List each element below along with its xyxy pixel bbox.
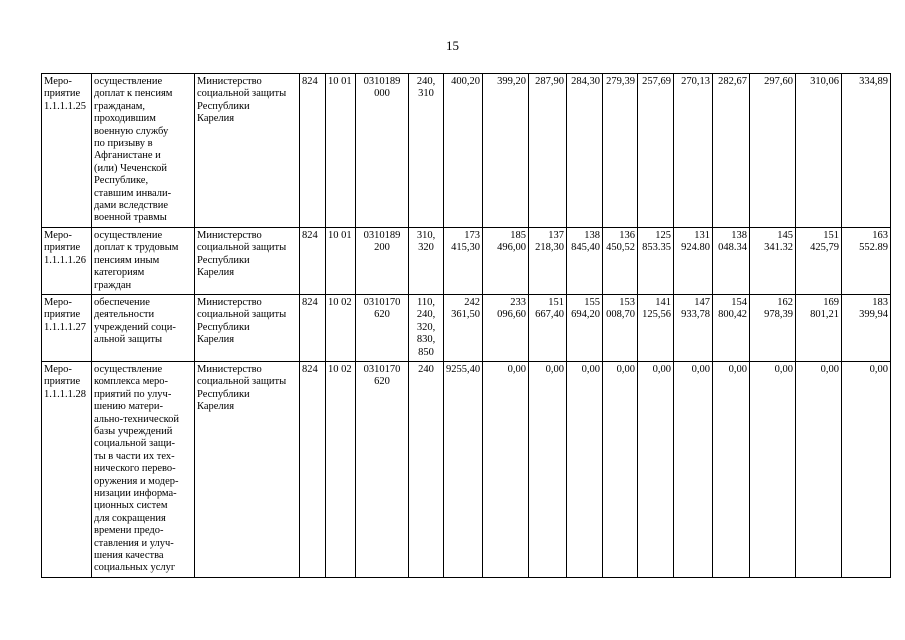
amount-cell	[713, 74, 750, 228]
executor-cell-line: Республики	[197, 388, 250, 400]
amount-cell-line: 173	[464, 229, 480, 241]
event-cell-line: приятие	[44, 242, 81, 254]
table-row	[42, 361, 891, 577]
amount-cell-line: 450,52	[606, 242, 635, 254]
amount-cell-line: 0,00	[581, 363, 600, 375]
description-cell-line: ставшим инвали-	[94, 187, 172, 199]
amount-cell-line: 282,67	[718, 76, 747, 87]
description-cell-line: категориям	[94, 267, 145, 279]
amount-cell-line: 978,39	[764, 309, 793, 321]
executor-cell-line: социальной защиты	[197, 376, 287, 388]
amount-cell-line: 0,00	[774, 363, 793, 375]
amount-cell-line: 287,90	[535, 76, 564, 87]
event-cell-line: приятие	[44, 309, 81, 321]
amount-cell-line: 233	[510, 296, 526, 308]
vr-cell-line: 240,	[416, 76, 436, 87]
executor-cell-line: Карелия	[197, 113, 235, 125]
vr-cell-line: 830,	[416, 334, 436, 346]
amount-cell-line: 0,00	[545, 363, 564, 375]
vr-cell	[409, 227, 444, 294]
amount-cell	[567, 294, 603, 361]
amount-cell	[483, 294, 529, 361]
amount-cell	[638, 361, 674, 577]
rzpr-cell-line: 10 01	[328, 76, 352, 87]
table-row	[42, 294, 891, 361]
executor-cell	[195, 361, 300, 577]
executor-cell-line: Министерство	[197, 76, 262, 87]
amount-cell-line: 147	[694, 296, 710, 308]
amount-cell	[603, 227, 638, 294]
vr-cell	[409, 361, 444, 577]
grbs-cell	[300, 74, 326, 228]
description-cell-line: комплекса меро-	[94, 376, 168, 388]
csr-cell-line: 0310189	[363, 229, 401, 241]
amount-cell-line: 138	[584, 229, 600, 241]
amount-cell-line: 145	[777, 229, 793, 241]
grbs-cell	[300, 294, 326, 361]
vr-cell	[409, 74, 444, 228]
event-cell	[42, 294, 92, 361]
amount-cell	[674, 227, 713, 294]
executor-cell	[195, 227, 300, 294]
amount-cell	[483, 74, 529, 228]
amount-cell-line: 279,39	[606, 76, 635, 87]
csr-cell-line: 200	[374, 242, 390, 254]
executor-cell-line: Карелия	[197, 401, 235, 413]
csr-cell	[356, 74, 409, 228]
amount-cell	[750, 74, 796, 228]
csr-cell-line: 0310189	[363, 76, 401, 87]
amount-cell	[444, 227, 483, 294]
description-cell	[92, 227, 195, 294]
description-cell-line: (или) Чеченской	[94, 162, 167, 174]
amount-cell-line: 853.35	[642, 242, 671, 254]
amount-cell	[674, 294, 713, 361]
amount-cell-line: 694,20	[571, 309, 600, 321]
vr-cell-line: 310,	[416, 229, 436, 241]
description-cell-line: гражданам,	[94, 100, 146, 112]
rzpr-cell-line: 10 01	[328, 229, 352, 241]
csr-cell-line: 0310170	[363, 296, 401, 308]
event-cell-line: 1.1.1.1.28	[44, 388, 86, 400]
amount-cell	[638, 227, 674, 294]
amount-cell	[796, 227, 842, 294]
event-cell-line: приятие	[44, 88, 81, 100]
amount-cell	[529, 227, 567, 294]
rzpr-cell-line: 10 02	[328, 296, 352, 308]
amount-cell-line: 257,69	[642, 76, 671, 87]
event-cell-line: Меро-	[44, 296, 72, 308]
description-cell-line: осуществление	[94, 363, 163, 375]
amount-cell-line: 0,00	[691, 363, 710, 375]
rzpr-cell	[326, 361, 356, 577]
event-cell-line: приятие	[44, 376, 81, 388]
executor-cell	[195, 294, 300, 361]
rzpr-cell	[326, 294, 356, 361]
amount-cell-line: 334,89	[859, 76, 888, 87]
description-cell-line: времени предо-	[94, 525, 164, 537]
amount-cell-line: 151	[548, 296, 564, 308]
description-cell-line: доплат к трудовым	[94, 242, 179, 254]
description-cell	[92, 74, 195, 228]
amount-cell	[842, 294, 891, 361]
grbs-cell-line: 824	[302, 229, 318, 241]
description-cell-line: шения качества	[94, 550, 164, 562]
amount-cell	[674, 74, 713, 228]
executor-cell-line: социальной защиты	[197, 309, 287, 321]
amount-cell-line: 341.32	[764, 242, 793, 254]
amount-cell	[796, 294, 842, 361]
amount-cell-line: 496,00	[497, 242, 526, 254]
amount-cell-line: 415,30	[451, 242, 480, 254]
amount-cell	[529, 361, 567, 577]
amount-cell	[750, 227, 796, 294]
description-cell-line: нического перево-	[94, 463, 176, 475]
executor-cell-line: социальной защиты	[197, 242, 287, 254]
description-cell-line: доплат к пенсиям	[94, 88, 173, 100]
amount-cell-line: 048.34	[718, 242, 747, 254]
table-row	[42, 227, 891, 294]
grbs-cell	[300, 227, 326, 294]
executor-cell	[195, 74, 300, 228]
description-cell-line: для сокращения	[94, 512, 166, 524]
amount-cell	[796, 361, 842, 577]
vr-cell	[409, 294, 444, 361]
executor-cell-line: Карелия	[197, 267, 235, 279]
amount-cell	[483, 361, 529, 577]
event-cell-line: Меро-	[44, 76, 72, 87]
vr-cell-line: 850	[418, 346, 434, 358]
amount-cell-line: 0,00	[820, 363, 839, 375]
vr-cell-line: 320	[418, 242, 434, 254]
description-cell-line: дами вследствие	[94, 200, 169, 212]
amount-cell-line: 0,00	[507, 363, 526, 375]
amount-cell-line: 9255,40	[446, 363, 481, 375]
amount-cell-line: 933,78	[681, 309, 710, 321]
executor-cell-line: Республики	[197, 100, 250, 112]
amount-cell-line: 0,00	[652, 363, 671, 375]
description-cell-line: по призыву в	[94, 138, 153, 150]
amount-cell-line: 183	[872, 296, 888, 308]
amount-cell	[842, 227, 891, 294]
event-cell	[42, 361, 92, 577]
amount-cell-line: 138	[731, 229, 747, 241]
vr-cell-line: 240,	[416, 309, 436, 321]
amount-cell-line: 0,00	[869, 363, 888, 375]
amount-cell-line: 137	[548, 229, 564, 241]
amount-cell-line: 141	[655, 296, 671, 308]
amount-cell-line: 008,70	[606, 309, 635, 321]
amount-cell-line: 399,20	[497, 76, 526, 87]
amount-cell	[483, 227, 529, 294]
amount-cell	[750, 361, 796, 577]
amount-cell	[842, 361, 891, 577]
description-cell-line: социальной защи-	[94, 438, 176, 450]
amount-cell-line: 400,20	[451, 76, 480, 87]
amount-cell	[603, 294, 638, 361]
amount-cell-line: 242	[464, 296, 480, 308]
grbs-cell-line: 824	[302, 363, 318, 375]
amount-cell-line: 136	[619, 229, 635, 241]
csr-cell-line: 0310170	[363, 363, 401, 375]
vr-cell-line: 240	[418, 363, 434, 375]
csr-cell-line: 620	[374, 309, 390, 321]
amount-cell-line: 163	[872, 229, 888, 241]
amount-cell-line: 0,00	[728, 363, 747, 375]
amount-cell-line: 425,79	[810, 242, 839, 254]
description-cell-line: низации информа-	[94, 488, 177, 499]
amount-cell	[567, 227, 603, 294]
amount-cell	[796, 74, 842, 228]
event-cell-line: 1.1.1.1.26	[44, 254, 86, 266]
amount-cell-line: 153	[619, 296, 635, 308]
description-cell-line: ционных систем	[94, 500, 168, 512]
event-cell-line: Меро-	[44, 229, 72, 241]
description-cell-line: пенсиям иным	[94, 254, 160, 266]
amount-cell	[842, 74, 891, 228]
amount-cell	[603, 361, 638, 577]
vr-cell-line: 110,	[417, 296, 435, 308]
amount-cell-line: 151	[823, 229, 839, 241]
rzpr-cell	[326, 74, 356, 228]
executor-cell-line: Министерство	[197, 229, 262, 241]
event-cell	[42, 74, 92, 228]
amount-cell-line: 845,40	[571, 242, 600, 254]
amount-cell	[444, 74, 483, 228]
amount-cell-line: 800,42	[718, 309, 747, 321]
amount-cell-line: 096,60	[497, 309, 526, 321]
amount-cell-line: 361,50	[451, 309, 480, 321]
description-cell-line: военную службу	[94, 125, 169, 137]
amount-cell-line: 131	[694, 229, 710, 241]
amount-cell	[444, 294, 483, 361]
program-table	[41, 73, 891, 578]
amount-cell	[603, 74, 638, 228]
amount-cell	[713, 294, 750, 361]
amount-cell-line: 297,60	[764, 76, 793, 87]
amount-cell-line: 125	[655, 229, 671, 241]
description-cell-line: Республике,	[94, 175, 149, 187]
amount-cell	[529, 74, 567, 228]
rzpr-cell	[326, 227, 356, 294]
amount-cell-line: 155	[584, 296, 600, 308]
amount-cell	[750, 294, 796, 361]
amount-cell-line: 185	[510, 229, 526, 241]
amount-cell-line: 218,30	[535, 242, 564, 254]
table-row	[42, 74, 891, 228]
csr-cell-line: 620	[374, 376, 390, 388]
amount-cell	[713, 361, 750, 577]
description-cell-line: осуществление	[94, 229, 163, 241]
description-cell-line: граждан	[94, 279, 132, 291]
executor-cell-line: Республики	[197, 321, 250, 333]
amount-cell-line: 0,00	[616, 363, 635, 375]
event-cell-line: Меро-	[44, 363, 72, 375]
description-cell-line: альной защиты	[94, 334, 163, 346]
csr-cell-line: 000	[374, 88, 390, 100]
amount-cell	[638, 74, 674, 228]
event-cell-line: 1.1.1.1.25	[44, 100, 86, 112]
description-cell-line: шению матери-	[94, 401, 164, 413]
description-cell	[92, 294, 195, 361]
amount-cell	[529, 294, 567, 361]
grbs-cell-line: 824	[302, 296, 318, 308]
amount-cell-line: 284,30	[571, 76, 600, 87]
description-cell-line: приятий по улуч-	[94, 388, 172, 400]
description-cell-line: проходившим	[94, 113, 156, 125]
description-cell-line: социальных услуг	[94, 562, 176, 574]
executor-cell-line: Карелия	[197, 334, 235, 346]
page-number: 15	[446, 38, 459, 53]
csr-cell	[356, 227, 409, 294]
amount-cell	[567, 74, 603, 228]
table-body	[42, 74, 891, 578]
amount-cell-line: 162	[777, 296, 793, 308]
description-cell-line: оружения и модер-	[94, 475, 179, 487]
vr-cell-line: 320,	[416, 321, 436, 333]
executor-cell-line: социальной защиты	[197, 88, 287, 100]
executor-cell-line: Республики	[197, 254, 250, 266]
executor-cell-line: Министерство	[197, 296, 262, 308]
description-cell-line: обеспечение	[94, 296, 150, 308]
grbs-cell-line: 824	[302, 76, 318, 87]
description-cell-line: базы учреждений	[94, 425, 173, 437]
vr-cell-line: 310	[418, 88, 434, 100]
description-cell-line: ты в части их тех-	[94, 450, 175, 462]
amount-cell	[713, 227, 750, 294]
description-cell	[92, 361, 195, 577]
amount-cell	[444, 361, 483, 577]
amount-cell-line: 310,06	[810, 76, 839, 87]
amount-cell-line: 270,13	[681, 76, 710, 87]
amount-cell-line: 552.89	[859, 242, 888, 254]
description-cell-line: военной травмы	[94, 212, 167, 224]
csr-cell	[356, 361, 409, 577]
amount-cell-line: 924.80	[681, 242, 710, 254]
amount-cell-line: 399,94	[859, 309, 888, 321]
description-cell-line: ально-технической	[94, 413, 180, 425]
amount-cell-line: 667,40	[535, 309, 564, 321]
amount-cell-line: 169	[823, 296, 839, 308]
amount-cell	[638, 294, 674, 361]
executor-cell-line: Министерство	[197, 363, 262, 375]
amount-cell	[567, 361, 603, 577]
event-cell	[42, 227, 92, 294]
description-cell-line: учреждений соци-	[94, 321, 176, 333]
amount-cell	[674, 361, 713, 577]
rzpr-cell-line: 10 02	[328, 363, 352, 375]
grbs-cell	[300, 361, 326, 577]
csr-cell	[356, 294, 409, 361]
amount-cell-line: 801,21	[810, 309, 839, 321]
description-cell-line: деятельности	[94, 309, 155, 321]
description-cell-line: Афганистане и	[94, 150, 161, 162]
event-cell-line: 1.1.1.1.27	[44, 321, 86, 333]
description-cell-line: осуществление	[94, 76, 163, 87]
amount-cell-line: 154	[731, 296, 747, 308]
description-cell-line: ставления и улуч-	[94, 537, 174, 549]
amount-cell-line: 125,56	[642, 309, 671, 321]
